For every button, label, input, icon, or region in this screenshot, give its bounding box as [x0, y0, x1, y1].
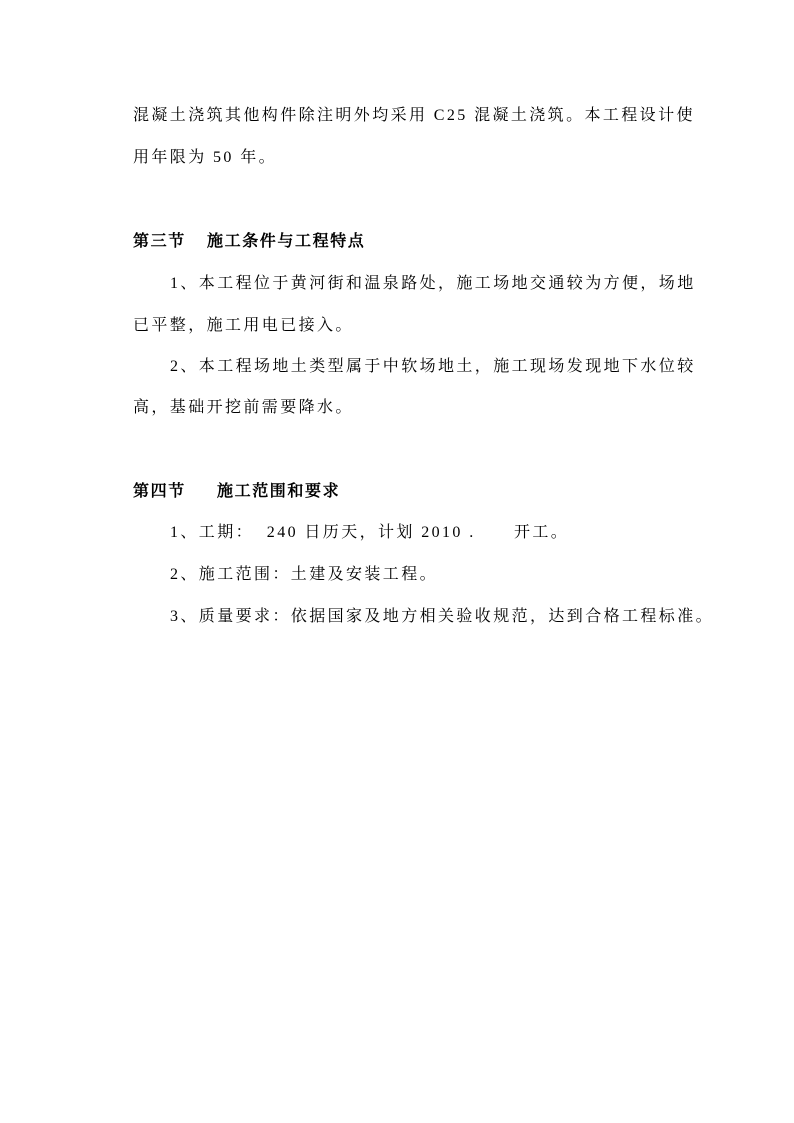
paragraph-line: 2、本工程场地土类型属于中软场地土，施工现场发现地下水位较 [170, 358, 696, 375]
paragraph-line: 已平整，施工用电已接入。 [133, 317, 354, 334]
paragraph-line: 3、质量要求：依据国家及地方相关验收规范，达到合格工程标准。 [170, 608, 715, 625]
section-number: 第三节 [133, 231, 186, 250]
section-title: 施工条件与工程特点 [207, 231, 366, 250]
paragraph-line: 混凝土浇筑其他构件除注明外均采用 C25 混凝土浇筑。本工程设计使 [133, 107, 695, 124]
section-number: 第四节 [133, 481, 186, 500]
section-title: 施工范围和要求 [217, 481, 341, 500]
paragraph-line: 用年限为 50 年。 [133, 149, 278, 166]
paragraph-line: 1、工期： 240 日历天，计划 2010 . 开工。 [170, 524, 570, 541]
paragraph-line: 1、本工程位于黄河街和温泉路处，施工场地交通较为方便，场地 [170, 275, 696, 292]
paragraph-line: 2、施工范围：土建及安装工程。 [170, 566, 439, 583]
paragraph-line: 高，基础开挖前需要降水。 [133, 399, 354, 416]
